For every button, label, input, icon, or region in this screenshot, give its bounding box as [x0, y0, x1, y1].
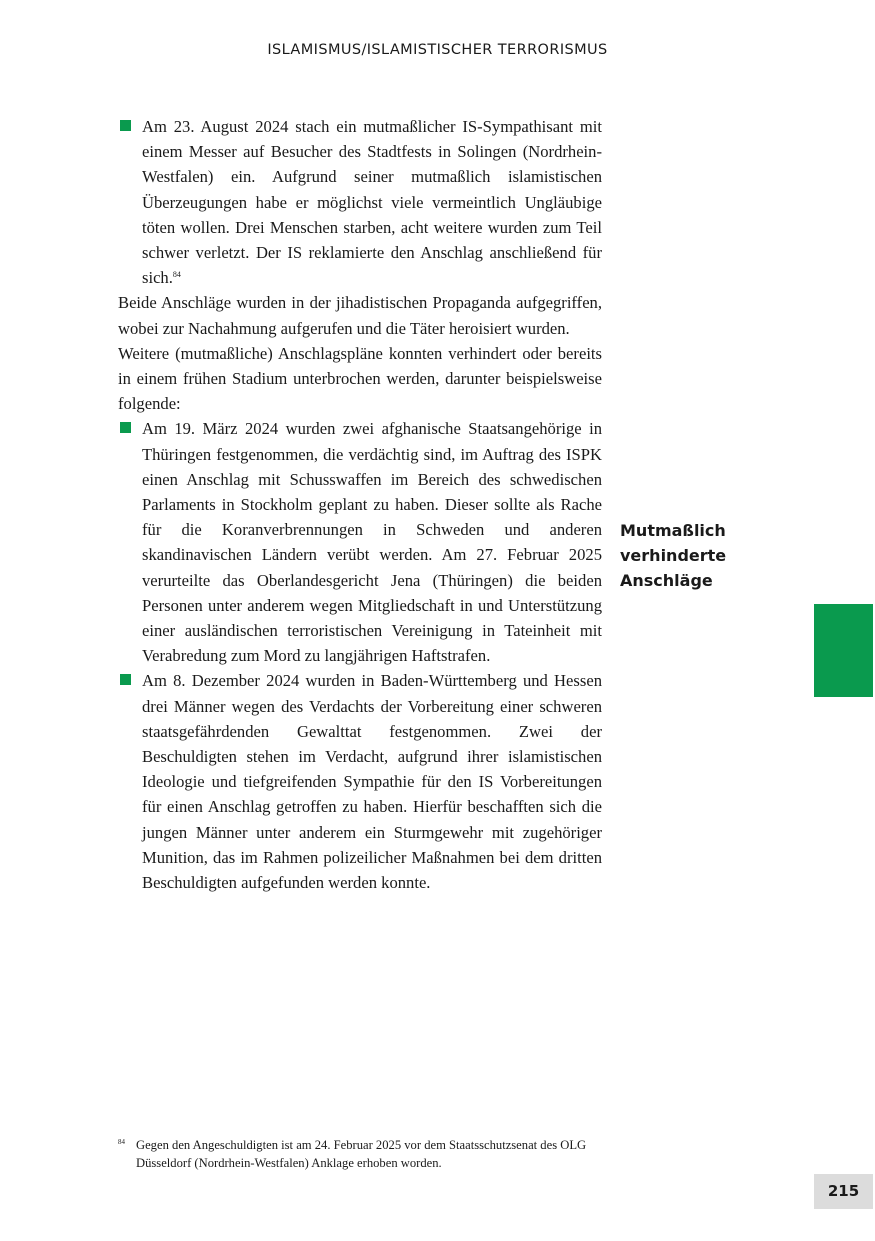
margin-note-line: Anschläge	[620, 571, 713, 590]
list-item	[118, 668, 602, 895]
list-item	[118, 416, 602, 668]
chapter-tab-marker	[814, 604, 873, 697]
footnote-number: 84	[118, 1138, 125, 1146]
list-item	[118, 114, 602, 290]
running-header: ISLAMISMUS/ISLAMISTISCHER TERRORISMUS	[267, 42, 608, 58]
square-bullet-icon	[120, 120, 131, 131]
square-bullet-icon	[120, 674, 131, 685]
bullet-list-prevented	[118, 416, 602, 895]
paragraph-propaganda: Beide Anschläge wurden in der jihadistischen Propaganda aufgegriffen, wobei zur Nachahmung aufgerufen und die Täter heroisiert wurden.	[118, 293, 602, 338]
main-text-column	[118, 114, 602, 895]
margin-note	[620, 518, 780, 593]
footnote-text: Gegen den Angeschuldigten ist am 24. Februar 2025 vor dem Staatsschutzsenat des OLG Düsseldorf (Nordrhein-Westfalen) Anklage erhoben worden.	[136, 1138, 587, 1170]
footnote-reference[interactable]: 84	[172, 270, 181, 280]
bullet-text-arrests-december: Am 8. Dezember 2024 wurden in Baden-Württemberg und Hessen drei Männer wegen des Verdachts der Vorbereitung einer schweren staatsgefährdenden Gewalttat festgenommen. Zwei der Beschuldigten stehen im Verdacht, aufgrund ihrer islamistischen Ideologie und tiefgreifenden Sympathie für den IS Vorbereitungen für einen Anschlag getroffen zu haben. Hierfür beschafften sich die jungen Männer unter anderem ein Sturmgewehr mit zugehöriger Munition, das im Rahmen polizeilicher Maßnahmen bei dem dritten Beschuldigten aufgefunden werden konnte.	[142, 671, 602, 893]
bullet-list-attacks	[118, 114, 602, 290]
bullet-text-solingen: Am 23. August 2024 stach ein mutmaßlicher IS-Sympathisant mit einem Messer auf Besucher des Stadtfests in Solingen (Nordrhein-Westfalen) ein. Aufgrund seiner mutmaßlich islamistischen Überzeugungen habe er möglichst viele vermeintlich Ungläubige töten wollen. Drei Menschen starben, acht weitere wurden zum Teil schwer verletzt. Der IS reklamierte den Anschlag anschließend für sich.	[142, 117, 602, 288]
square-bullet-icon	[120, 422, 131, 433]
footnote	[118, 1136, 602, 1172]
page-number: 215	[814, 1174, 873, 1209]
bullet-text-stockholm-plot: Am 19. März 2024 wurden zwei afghanische Staatsangehörige in Thüringen festgenommen, die verdächtig sind, im Auftrag des ISPK einen Anschlag mit Schusswaffen im Bereich des schwedischen Parlaments in Stockholm geplant zu haben. Dieser sollte als Rache für die Koranverbrennungen in Schweden und anderen skandinavischen Ländern verübt werden. Am 27. Februar 2025 verurteilte das Oberlandesgericht Jena (Thüringen) die beiden Personen unter anderem wegen Mitgliedschaft in und Unterstützung einer ausländischen terroristischen Vereinigung in Tateinheit mit Verabredung zum Mord zu langjährigen Haftstrafen.	[142, 419, 602, 666]
margin-note-line: Mutmaßlich	[620, 521, 726, 540]
margin-note-line: verhinderte	[620, 546, 727, 565]
paragraph-prevented-plans: Weitere (mutmaßliche) Anschlagspläne konnten verhindert oder bereits in einem frühen Stadium unterbrochen werden, darunter beispielsweise folgende:	[118, 343, 602, 414]
